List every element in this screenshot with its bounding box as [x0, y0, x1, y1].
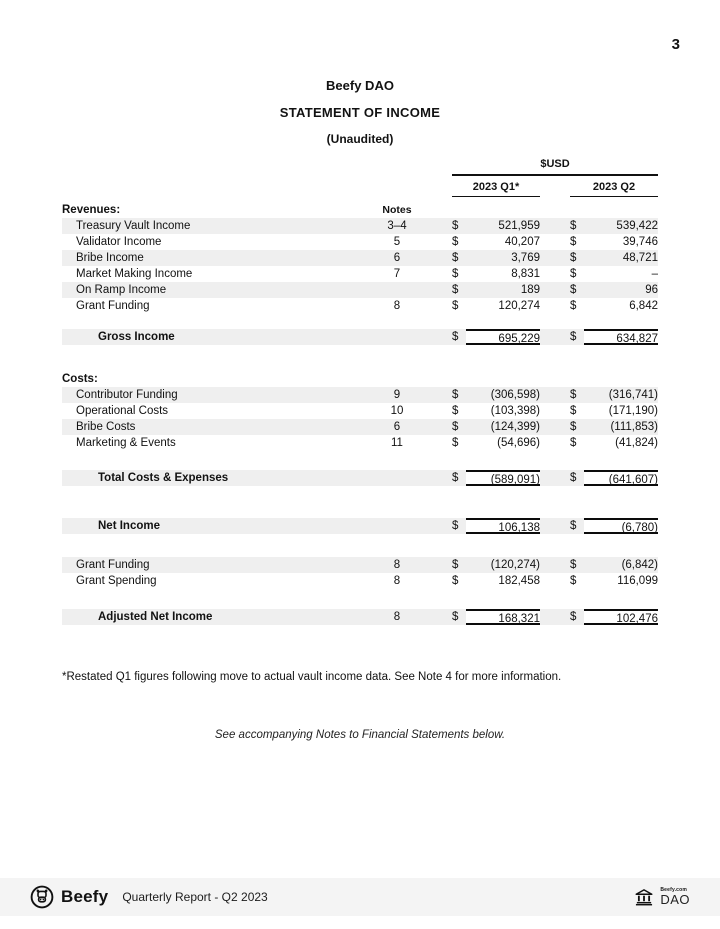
amount-q2: (111,853): [610, 421, 658, 433]
currency-symbol: $: [570, 236, 577, 248]
currency-symbol: $: [452, 421, 459, 433]
amount-q2: (41,824): [615, 437, 658, 449]
table-row: [62, 419, 658, 435]
row-note: 9: [393, 389, 401, 401]
currency-symbol: $: [570, 268, 577, 280]
page-number: 3: [671, 36, 680, 53]
amount-q2: (6,842): [621, 559, 658, 571]
table-row: [62, 250, 658, 266]
amount-q2: (641,607): [584, 470, 658, 486]
amount-q2: (171,190): [608, 405, 658, 417]
row-label: Treasury Vault Income: [76, 220, 191, 232]
amount-q2: 96: [645, 284, 658, 296]
amount-q2: (6,780): [584, 518, 658, 534]
currency-symbol: $: [452, 520, 459, 532]
notes-column-header: Notes: [382, 204, 412, 216]
amount-q1: 8,831: [511, 268, 540, 280]
currency-symbol: $: [570, 437, 577, 449]
restatement-footnote: *Restated Q1 figures following move to actual vault income data. See Note 4 for more information.: [62, 671, 562, 683]
amount-q1: (589,091): [466, 470, 540, 486]
row-label: Operational Costs: [76, 405, 169, 417]
bank-building-icon: [633, 886, 655, 908]
row-note: 8: [393, 611, 401, 623]
currency-symbol: $: [452, 252, 459, 264]
row-note: 10: [390, 405, 404, 417]
accompanying-notes-reference: See accompanying Notes to Financial Statements below.: [214, 729, 506, 741]
document-header: [0, 78, 720, 146]
table-row: [62, 387, 658, 403]
currency-header: $USD: [452, 158, 658, 176]
section-header-revenues: [62, 202, 658, 218]
currency-symbol: $: [570, 331, 577, 343]
amount-q2: 634,827: [584, 329, 658, 345]
amount-q2: 39,746: [622, 236, 658, 248]
amount-q1: (103,398): [490, 405, 540, 417]
row-label: Adjusted Net Income: [98, 611, 213, 623]
row-label: Market Making Income: [76, 268, 193, 280]
amount-q1: 120,274: [498, 300, 540, 312]
period-header-row: [62, 181, 658, 197]
amount-q1: 182,458: [498, 575, 540, 587]
section-label: Revenues:: [62, 204, 121, 216]
column-header-q1: 2023 Q1*: [452, 181, 540, 197]
currency-symbol: $: [570, 559, 577, 571]
currency-symbol: $: [570, 421, 577, 433]
table-row: [62, 403, 658, 419]
table-row: [62, 234, 658, 250]
currency-header-row: [62, 158, 658, 176]
currency-symbol: $: [570, 520, 577, 532]
row-note: 6: [393, 252, 401, 264]
currency-symbol: $: [452, 220, 459, 232]
row-label: On Ramp Income: [76, 284, 167, 296]
currency-symbol: $: [452, 559, 459, 571]
amount-q2: (316,741): [608, 389, 658, 401]
currency-symbol: $: [570, 611, 577, 623]
beefy-cow-logo-icon: [30, 885, 54, 909]
amount-q2: 6,842: [629, 300, 658, 312]
footer-dao-block: [633, 886, 690, 908]
audit-status: (Unaudited): [326, 132, 394, 146]
amount-q2: 116,099: [617, 575, 658, 587]
total-row-total-costs: [62, 470, 658, 486]
row-note: 8: [393, 575, 401, 587]
currency-symbol: $: [452, 611, 459, 623]
amount-q1: 40,207: [504, 236, 540, 248]
table-row: [62, 282, 658, 298]
income-statement-table: [62, 158, 658, 625]
org-name: Beefy DAO: [326, 78, 394, 93]
amount-q2: 539,422: [616, 220, 658, 232]
row-note: 3–4: [387, 220, 407, 232]
total-row-net-income: [62, 518, 658, 534]
dao-org-label: DAO: [660, 892, 690, 907]
currency-symbol: $: [452, 472, 459, 484]
amount-q1: 3,769: [511, 252, 540, 264]
statement-title: STATEMENT OF INCOME: [279, 105, 441, 120]
table-row: [62, 435, 658, 451]
amount-q1: 168,321: [466, 609, 540, 625]
amount-q1: (124,399): [490, 421, 540, 433]
amount-q1: 189: [520, 284, 540, 296]
table-row: [62, 573, 658, 589]
amount-q1: (54,696): [497, 437, 540, 449]
row-label: Net Income: [98, 520, 160, 532]
row-label: Bribe Costs: [76, 421, 136, 433]
table-row: [62, 218, 658, 234]
currency-symbol: $: [452, 575, 459, 587]
row-note: 8: [393, 300, 401, 312]
row-label: Grant Spending: [76, 575, 157, 587]
total-row-gross-income: [62, 329, 658, 345]
currency-symbol: $: [452, 437, 459, 449]
total-row-adjusted-net-income: [62, 609, 658, 625]
amount-q1: (120,274): [490, 559, 540, 571]
currency-symbol: $: [452, 389, 459, 401]
amount-q1: 695,229: [466, 329, 540, 345]
table-row: [62, 266, 658, 282]
currency-symbol: $: [570, 575, 577, 587]
amount-q2: 48,721: [622, 252, 658, 264]
footer-brand-block: [30, 885, 268, 909]
row-label: Marketing & Events: [76, 437, 176, 449]
currency-symbol: $: [570, 252, 577, 264]
row-note: 8: [393, 559, 401, 571]
row-label: Total Costs & Expenses: [98, 472, 229, 484]
row-label: Gross Income: [98, 331, 175, 343]
row-label: Bribe Income: [76, 252, 144, 264]
row-label: Grant Funding: [76, 559, 150, 571]
currency-symbol: $: [452, 284, 459, 296]
column-header-q2: 2023 Q2: [570, 181, 658, 197]
currency-symbol: $: [452, 405, 459, 417]
page-footer: [0, 878, 720, 916]
currency-symbol: $: [452, 331, 459, 343]
dao-site-label: Beefy.com: [660, 887, 688, 893]
row-note: 7: [393, 268, 401, 280]
currency-symbol: $: [452, 300, 459, 312]
currency-symbol: $: [570, 389, 577, 401]
amount-q1: (306,598): [490, 389, 540, 401]
row-label: Contributor Funding: [76, 389, 178, 401]
section-label: Costs:: [62, 373, 98, 385]
row-label: Validator Income: [76, 236, 162, 248]
currency-symbol: $: [452, 268, 459, 280]
section-header-costs: [62, 371, 658, 387]
row-note: 11: [391, 437, 403, 449]
amount-q2: –: [651, 268, 658, 280]
row-note: 5: [393, 236, 401, 248]
table-row: [62, 557, 658, 573]
amount-q1: 521,959: [498, 220, 540, 232]
table-row: [62, 298, 658, 314]
amount-q2: 102,476: [584, 609, 658, 625]
row-note: 6: [393, 421, 401, 433]
currency-symbol: $: [570, 405, 577, 417]
currency-symbol: $: [570, 220, 577, 232]
report-title: Quarterly Report - Q2 2023: [122, 890, 268, 904]
row-label: Grant Funding: [76, 300, 150, 312]
amount-q1: 106,138: [466, 518, 540, 534]
brand-name: Beefy: [61, 887, 109, 906]
currency-symbol: $: [570, 284, 577, 296]
currency-symbol: $: [570, 300, 577, 312]
currency-symbol: $: [452, 236, 459, 248]
currency-symbol: $: [570, 472, 577, 484]
